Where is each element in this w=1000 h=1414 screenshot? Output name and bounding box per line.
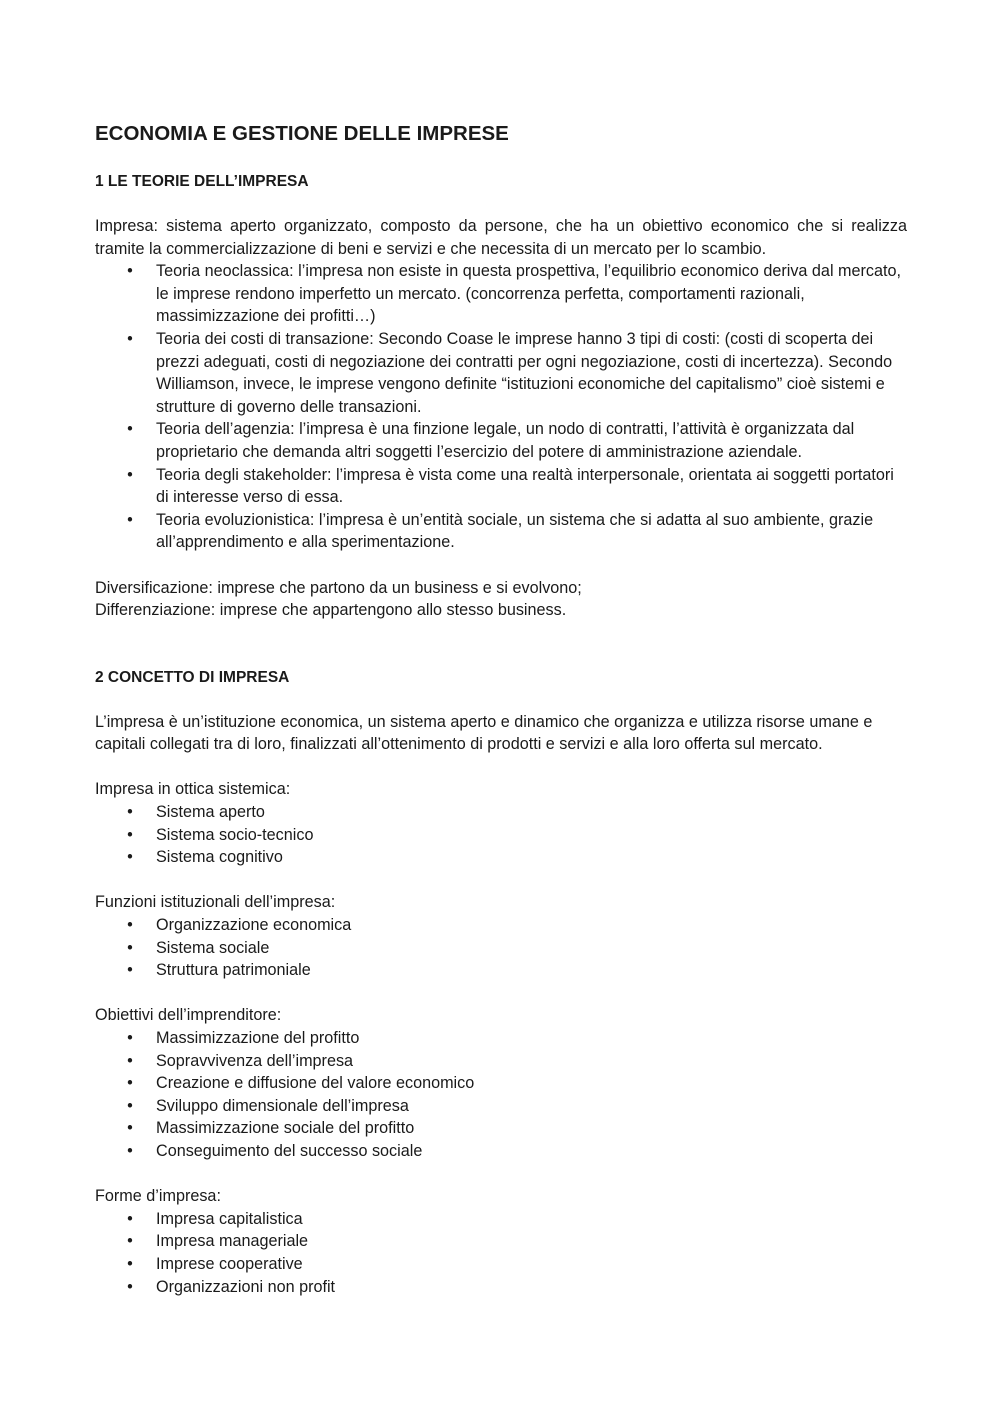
list-item-text: Creazione e diffusione del valore economico: [156, 1074, 475, 1093]
list-item: [95, 418, 907, 463]
list-item-text: Massimizzazione del profitto: [156, 1029, 360, 1047]
bullet-icon: •: [127, 1051, 133, 1070]
list-item: [95, 1253, 907, 1276]
document-page: [95, 120, 907, 1298]
list-item-text: Struttura patrimoniale: [156, 961, 311, 980]
list-item-text: Sistema aperto: [156, 803, 265, 822]
bullet-icon: •: [127, 1277, 133, 1296]
list-item: [95, 1095, 907, 1118]
list-item: [95, 846, 907, 869]
list-label-forme: Forme d’impresa:: [95, 1187, 221, 1206]
list-item: [95, 824, 907, 847]
bullet-icon: •: [127, 1119, 133, 1138]
bullet-icon: •: [127, 510, 133, 529]
bullet-icon: •: [127, 1074, 133, 1093]
list-item: [95, 1072, 907, 1095]
list-item-text: Teoria dei costi di transazione: Secondo Coase le imprese hanno 3 tipi di costi: (costi di scoperta dei prezzi adeguati, costi di negoziazione dei contratti per ogni negoziazione, costi di incertezza). Secondo Williamson, invece, le imprese vengono definite “istituzioni economiche del capitalismo” cioè sistemi e strutture di governo delle transazioni.: [156, 329, 893, 416]
document-title: ECONOMIA E GESTIONE DELLE IMPRESE: [95, 122, 509, 145]
list-item-text: Sistema socio-tecnico: [156, 825, 314, 844]
list-item-text: Teoria evoluzionistica: l’impresa è un’entità sociale, un sistema che si adatta al suo ambiente, grazie all’apprendimento e alla sperimentazione.: [156, 510, 874, 552]
list-item: [95, 1208, 907, 1231]
diversificazione-line: Diversificazione: imprese che partono da un business e si evolvono;: [95, 578, 582, 597]
list-item-text: Conseguimento del successo sociale: [156, 1141, 423, 1160]
list-item: [95, 914, 907, 937]
bullet-icon: •: [127, 262, 133, 281]
list-item: [95, 1230, 907, 1253]
list-item: [95, 464, 907, 509]
list-item: [95, 509, 907, 554]
list-item-text: Teoria degli stakeholder: l’impresa è vista come una realtà interpersonale, orientata ai soggetti portatori di interesse verso di essa.: [156, 465, 894, 507]
differenziazione-line: Differenziazione: imprese che appartengono allo stesso business.: [95, 601, 567, 620]
bullet-icon: •: [127, 1232, 133, 1251]
bullet-icon: •: [127, 1254, 133, 1273]
list-label-obiettivi: Obiettivi dell’imprenditore:: [95, 1006, 282, 1025]
section-1-intro: Impresa: sistema aperto organizzato, composto da persone, che ha un obiettivo economico che si realizza tramite la commercializzazione di beni e servizi e che necessita di un mercato per lo scambio.: [95, 217, 907, 258]
list-item-text: Sistema sociale: [156, 938, 270, 957]
list-item: [95, 959, 907, 982]
list-item: [95, 328, 907, 418]
bullet-icon: •: [127, 465, 133, 484]
bullet-icon: •: [127, 329, 133, 348]
bullet-icon: •: [127, 1141, 133, 1160]
bullet-icon: •: [127, 803, 133, 822]
list-item-text: Teoria neoclassica: l’impresa non esiste in questa prospettiva, l’equilibrio economico deriva dal mercato, le imprese rendono imperfetto un mercato. (concorrenza perfetta, comportamenti razionali, massimizzazione dei profitti…): [156, 262, 902, 326]
ottica-sistemica-list: [95, 801, 907, 869]
section-2-heading: 2 CONCETTO DI IMPRESA: [95, 668, 290, 686]
list-item: [95, 937, 907, 960]
list-item: [95, 1027, 907, 1050]
bullet-icon: •: [127, 916, 133, 935]
list-label-funzioni: Funzioni istituzionali dell’impresa:: [95, 893, 336, 912]
bullet-icon: •: [127, 1096, 133, 1115]
bullet-icon: •: [127, 938, 133, 957]
list-item-text: Massimizzazione sociale del profitto: [156, 1119, 415, 1138]
list-item: [95, 1117, 907, 1140]
list-item-text: Sviluppo dimensionale dell’impresa: [156, 1096, 409, 1115]
list-item-text: Teoria dell’agenzia: l’impresa è una finzione legale, un nodo di contratti, l’attività è organizzata dal proprietario che demanda altri soggetti l’esercizio del potere di amministrazione aziendale.: [156, 420, 855, 461]
bullet-icon: •: [127, 1209, 133, 1228]
list-item-text: Sopravvivenza dell’impresa: [156, 1051, 354, 1070]
list-item-text: Impresa manageriale: [156, 1232, 309, 1251]
section-1-heading: 1 LE TEORIE DELL’IMPRESA: [95, 173, 309, 190]
list-item-text: Impresa capitalistica: [156, 1209, 303, 1228]
obiettivi-list: [95, 1027, 907, 1163]
list-item: [95, 801, 907, 824]
list-item: [95, 1276, 907, 1299]
bullet-icon: •: [127, 1029, 133, 1047]
list-item: [95, 260, 907, 328]
funzioni-list: [95, 914, 907, 982]
list-item-text: Organizzazioni non profit: [156, 1277, 336, 1296]
list-item-text: Imprese cooperative: [156, 1254, 303, 1273]
bullet-icon: •: [127, 420, 133, 439]
bullet-icon: •: [127, 848, 133, 867]
list-item-text: Sistema cognitivo: [156, 848, 283, 867]
bullet-icon: •: [127, 825, 133, 844]
theories-list: [95, 260, 907, 554]
list-label-ottica-sistemica: Impresa in ottica sistemica:: [95, 780, 291, 799]
forme-list: [95, 1208, 907, 1298]
section-2-intro: L’impresa è un’istituzione economica, un sistema aperto e dinamico che organizza e utilizza risorse umane e capitali collegati tra di loro, finalizzati all’ottenimento di prodotti e servizi e alla loro offerta sul mercato.: [95, 712, 873, 754]
list-item: [95, 1050, 907, 1073]
list-item: [95, 1140, 907, 1163]
list-item-text: Organizzazione economica: [156, 916, 352, 935]
bullet-icon: •: [127, 961, 133, 980]
